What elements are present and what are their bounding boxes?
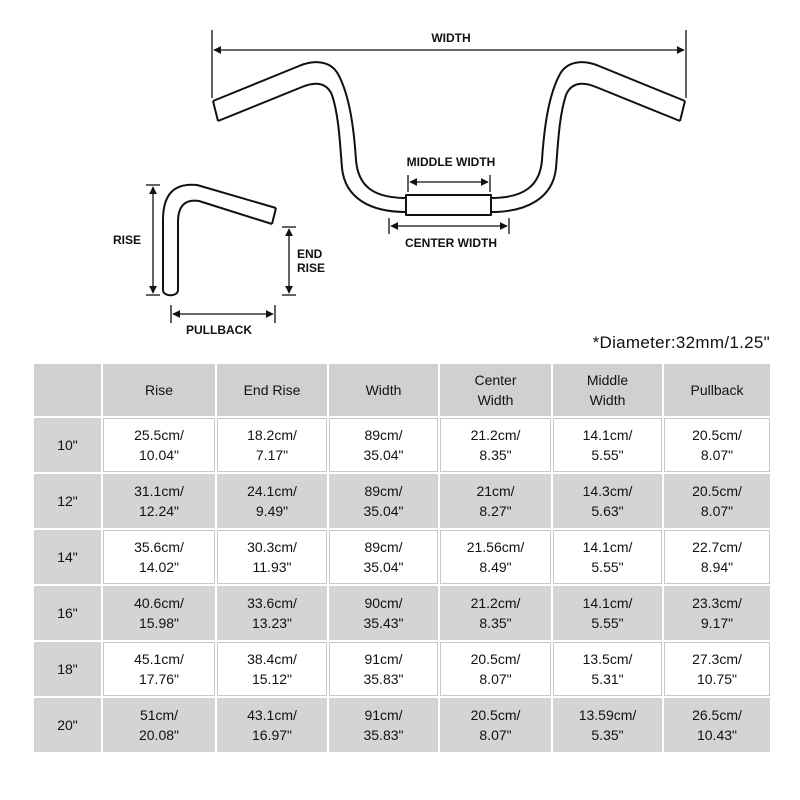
cell-value-metric: 91cm/: [364, 707, 403, 723]
cell-value-metric: 24.1cm/: [247, 483, 297, 499]
cell-value-imperial: 15.98": [138, 615, 179, 631]
cell-value-imperial: 8.35": [479, 615, 512, 631]
cell-value-metric: 35.6cm/: [134, 539, 184, 555]
cell-value-imperial: 9.17": [700, 615, 734, 631]
cell-value-imperial: 12.24": [138, 503, 179, 519]
table-row: [33, 473, 771, 529]
cell-value-imperial: 9.49": [255, 503, 289, 519]
cell-pullback: [663, 585, 771, 641]
header-rise: Rise: [102, 363, 216, 417]
cell-value-imperial: 35.83": [363, 671, 404, 687]
cell-rise: [102, 585, 216, 641]
pullback-dimension: [171, 305, 275, 323]
cell-value-metric: 51cm/: [139, 707, 179, 723]
cell-pullback: [663, 641, 771, 697]
cell-pullback: [663, 417, 771, 473]
table-row: [33, 585, 771, 641]
cell-pullback: [663, 529, 771, 585]
cell-value-imperial: 5.35": [591, 727, 624, 743]
cell-value-metric: 30.3cm/: [247, 539, 297, 555]
cell-value-imperial: 5.31": [591, 671, 624, 687]
cell-value-metric: 33.6cm/: [247, 595, 297, 611]
cell-value-imperial: 10.43": [696, 727, 737, 743]
cell-value-metric: 14.1cm/: [582, 427, 633, 443]
header-middle-width: Middle Width: [552, 363, 663, 417]
cell-width: [328, 417, 439, 473]
rise-dimension: [146, 185, 160, 295]
cell-rise: [102, 473, 216, 529]
cell-middle-width: [552, 585, 663, 641]
table-row: [33, 529, 771, 585]
cell-value-metric: 38.4cm/: [247, 651, 297, 667]
cell-end-rise: [216, 697, 328, 753]
cell-value-metric: 25.5cm/: [134, 427, 184, 443]
cell-value-metric: 20.5cm/: [470, 707, 521, 723]
cell-value-imperial: 8.49": [479, 559, 512, 575]
cell-value-metric: 21.2cm/: [470, 427, 521, 443]
cell-value-metric: 21.56cm/: [466, 539, 525, 555]
cell-width: [328, 697, 439, 753]
rise-label: RISE: [113, 233, 142, 247]
front-view-handlebar: [213, 62, 685, 215]
cell-pullback: [663, 697, 771, 753]
header-width: Width: [328, 363, 439, 417]
cell-value-metric: 31.1cm/: [134, 483, 184, 499]
cell-value-metric: 89cm/: [364, 483, 403, 499]
cell-value-imperial: 8.07": [700, 447, 734, 463]
cell-rise: [102, 641, 216, 697]
cell-value-metric: 27.3cm/: [692, 651, 742, 667]
cell-center-width: [439, 417, 552, 473]
cell-value-metric: 43.1cm/: [247, 707, 297, 723]
cell-value-imperial: 11.93": [252, 559, 292, 575]
cell-value-metric: 18.2cm/: [247, 427, 297, 443]
row-size-label: 18": [33, 641, 102, 697]
header-end-rise: End Rise: [216, 363, 328, 417]
cell-end-rise: [216, 473, 328, 529]
cell-value-imperial: 16.97": [251, 727, 292, 743]
handlebar-diagram: [0, 0, 800, 335]
center-width-label: CENTER WIDTH: [405, 236, 497, 250]
cell-value-imperial: 8.94": [700, 559, 734, 575]
end-rise-label-line2: RISE: [297, 261, 326, 275]
cell-value-metric: 91cm/: [364, 651, 403, 667]
cell-value-imperial: 5.63": [591, 503, 624, 519]
cell-value-metric: 26.5cm/: [692, 707, 742, 723]
side-view-handlebar: [163, 185, 276, 295]
cell-value-metric: 14.1cm/: [582, 539, 633, 555]
cell-value-metric: 20.5cm/: [692, 483, 742, 499]
header-center-width: Center Width: [439, 363, 552, 417]
cell-value-metric: 23.3cm/: [692, 595, 742, 611]
row-size-label: 16": [33, 585, 102, 641]
cell-value-imperial: 5.55": [591, 447, 624, 463]
cell-value-metric: 13.5cm/: [582, 651, 633, 667]
cell-value-imperial: 17.76": [138, 671, 179, 687]
cell-width: [328, 641, 439, 697]
row-size-label: 12": [33, 473, 102, 529]
cell-value-imperial: 8.07": [479, 671, 512, 687]
cell-rise: [102, 529, 216, 585]
cell-value-imperial: 8.07": [700, 503, 734, 519]
cell-value-imperial: 14.02": [138, 559, 179, 575]
pullback-label: PULLBACK: [186, 323, 252, 335]
center-width-dimension: [389, 218, 509, 234]
cell-value-imperial: 5.55": [591, 559, 624, 575]
cell-value-imperial: 35.04": [363, 559, 404, 575]
cell-middle-width: [552, 529, 663, 585]
cell-value-imperial: 8.07": [479, 727, 512, 743]
end-rise-label-line1: END: [297, 247, 323, 261]
cell-value-imperial: 8.35": [479, 447, 512, 463]
cell-value-metric: 20.5cm/: [692, 427, 742, 443]
cell-value-imperial: 8.27": [479, 503, 512, 519]
middle-width-label: MIDDLE WIDTH: [406, 155, 496, 169]
middle-width-dimension: [408, 175, 490, 192]
cell-end-rise: [216, 585, 328, 641]
row-size-label: 20": [33, 697, 102, 753]
cell-value-imperial: 10.75": [696, 671, 737, 687]
cell-middle-width: [552, 417, 663, 473]
cell-value-imperial: 20.08": [138, 727, 179, 743]
end-rise-dimension: [282, 227, 296, 295]
cell-end-rise: [216, 529, 328, 585]
cell-value-imperial: 10.04": [138, 447, 179, 463]
width-label: WIDTH: [431, 31, 471, 45]
cell-width: [328, 585, 439, 641]
cell-value-metric: 13.59cm/: [578, 707, 637, 723]
cell-end-rise: [216, 641, 328, 697]
cell-value-metric: 22.7cm/: [692, 539, 742, 555]
size-spec-table: [32, 362, 772, 754]
cell-value-imperial: 35.04": [363, 447, 404, 463]
row-size-label: 14": [33, 529, 102, 585]
diameter-note: *Diameter:32mm/1.25": [592, 333, 770, 352]
cell-end-rise: [216, 417, 328, 473]
table-header-row: [33, 363, 771, 417]
cell-value-metric: 40.6cm/: [134, 595, 184, 611]
cell-value-metric: 20.5cm/: [470, 651, 521, 667]
cell-center-width: [439, 473, 552, 529]
cell-value-metric: 90cm/: [364, 595, 403, 611]
cell-value-metric: 14.3cm/: [582, 483, 633, 499]
cell-value-imperial: 35.04": [363, 503, 404, 519]
cell-value-imperial: 15.12": [251, 671, 292, 687]
cell-middle-width: [552, 641, 663, 697]
cell-value-metric: 21cm/: [476, 483, 515, 499]
cell-value-imperial: 35.43": [363, 615, 404, 631]
cell-value-metric: 89cm/: [364, 539, 403, 555]
table-row: [33, 641, 771, 697]
cell-value-imperial: 5.55": [591, 615, 624, 631]
cell-value-metric: 45.1cm/: [134, 651, 184, 667]
cell-middle-width: [552, 697, 663, 753]
cell-middle-width: [552, 473, 663, 529]
cell-rise: [102, 417, 216, 473]
cell-center-width: [439, 585, 552, 641]
header-pullback: Pullback: [663, 363, 771, 417]
cell-value-imperial: 35.83": [363, 727, 404, 743]
header-corner: [33, 363, 102, 417]
cell-center-width: [439, 697, 552, 753]
cell-value-metric: 21.2cm/: [470, 595, 521, 611]
cell-pullback: [663, 473, 771, 529]
cell-width: [328, 473, 439, 529]
cell-width: [328, 529, 439, 585]
cell-value-imperial: 13.23": [251, 615, 292, 631]
row-size-label: 10": [33, 417, 102, 473]
cell-center-width: [439, 641, 552, 697]
cell-value-imperial: 7.17": [255, 447, 289, 463]
table-row: [33, 417, 771, 473]
table-row: [33, 697, 771, 753]
cell-value-metric: 89cm/: [364, 427, 403, 443]
cell-center-width: [439, 529, 552, 585]
cell-rise: [102, 697, 216, 753]
cell-value-metric: 14.1cm/: [582, 595, 633, 611]
